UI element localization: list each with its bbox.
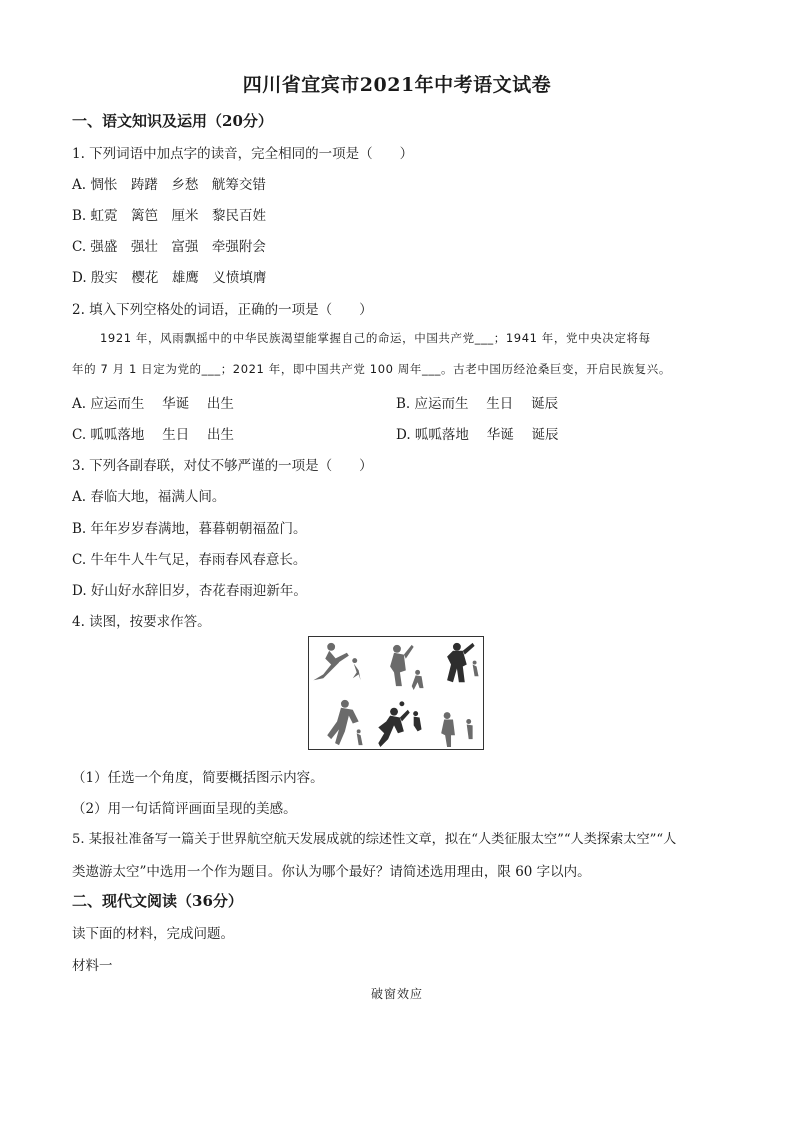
q3-option-d: D. 好山好水辞旧岁，杏花春雨迎新年。 (72, 583, 307, 599)
q1-option-a: A. 惆怅 踌躇 乡愁 觥筹交错 (72, 177, 266, 193)
material-title: 破窗效应 (370, 987, 423, 1001)
sports-silhouettes-icon (309, 637, 483, 749)
q3-stem: 3. 下列各副春联，对仗不够严谨的一项是（ ） (72, 458, 373, 474)
q4-sub-1: （1）任选一个角度，简要概括图示内容。 (72, 770, 324, 786)
q3-option-c: C. 牛年牛人牛气足，春雨春风春意长。 (72, 552, 307, 568)
q1-option-b: B. 虹霓 篱笆 厘米 黎民百姓 (72, 208, 267, 224)
q2-option-c: C. 呱呱落地 生日 出生 (72, 427, 235, 443)
q2-option-d: D. 呱呱落地 华诞 诞辰 (396, 427, 559, 443)
q2-option-a: A. 应运而生 华诞 出生 (72, 396, 234, 412)
q1-stem: 1. 下列词语中加点字的读音，完全相同的一项是（ ） (72, 146, 414, 162)
q1-option-d: D. 殷实 樱花 雄鹰 义愤填膺 (72, 270, 267, 286)
q5-line-1: 5. 某报社准备写一篇关于世界航空航天发展成就的综述性文章，拟在“人类征服太空”“人类探索太空”“人 (72, 832, 677, 847)
q1-option-c: C. 强盛 强壮 富强 牵强附会 (72, 239, 266, 255)
sports-silhouettes-image (308, 636, 484, 750)
q2-stem: 2. 填入下列空格处的词语，正确的一项是（ ） (72, 302, 373, 318)
q2-passage-line-1: 1921 年，风雨飘摇中的中华民族渴望能掌握自己的命运，中国共产党___；1941 年，党中央决定将每 (100, 331, 651, 345)
section-2-heading: 二、现代文阅读（36分） (72, 892, 243, 910)
q3-option-a: A. 春临大地，福满人间。 (72, 489, 226, 505)
q3-option-b: B. 年年岁岁春满地，暮暮朝朝福盈门。 (72, 521, 307, 537)
reading-intro: 读下面的材料，完成问题。 (72, 926, 234, 942)
page-title: 四川省宜宾市2021年中考语文试卷 (242, 74, 552, 96)
q4-sub-2: （2）用一句话简评画面呈现的美感。 (72, 801, 297, 817)
q2-passage-line-2: 年的 7 月 1 日定为党的___；2021 年，即中国共产党 100 周年___。古老中国历经沧桑巨变，开启民族复兴。 (72, 362, 671, 376)
q2-option-b: B. 应运而生 生日 诞辰 (396, 396, 559, 412)
material-label: 材料一 (72, 958, 113, 974)
section-1-heading: 一、语文知识及运用（20分） (72, 112, 273, 130)
q4-stem: 4. 读图，按要求作答。 (72, 614, 211, 630)
q5-line-2: 类遨游太空”中选用一个作为题目。你认为哪个最好？请简述选用理由，限 60 字以内。 (72, 864, 591, 880)
